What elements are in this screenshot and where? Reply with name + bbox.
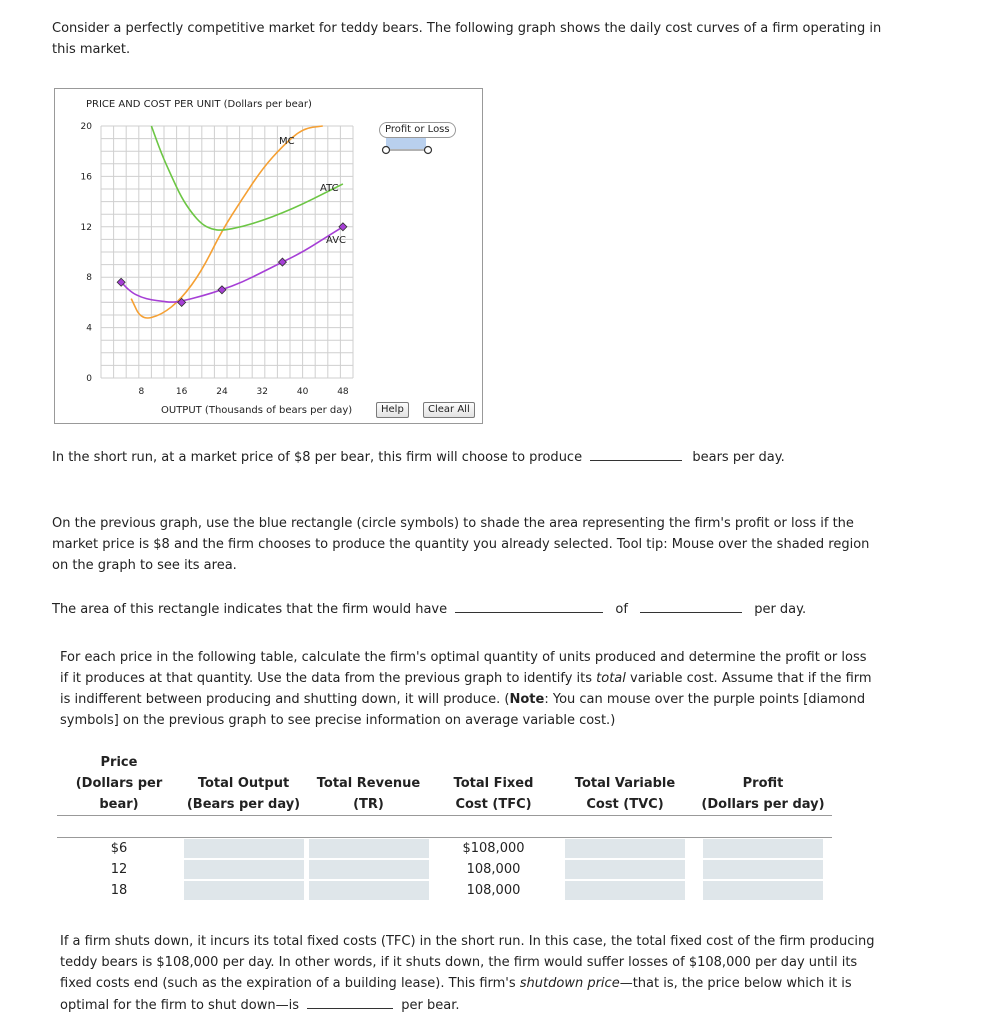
tvc-input[interactable] (565, 839, 685, 858)
total-revenue-input[interactable] (309, 860, 429, 879)
x-tick-labels (138, 387, 348, 397)
profit-loss-tool-label[interactable]: Profit or Loss (379, 122, 456, 138)
tvc-input[interactable] (565, 881, 685, 900)
profit-loss-handle-right[interactable] (425, 147, 432, 154)
profit-input[interactable] (703, 881, 823, 900)
profit-loss-rectangle[interactable] (386, 137, 426, 149)
header-price: Price (Dollars per bear) (75, 755, 163, 812)
header-total-output: Total Output (Bears per day) (186, 776, 301, 812)
y-tick-label: 8 (86, 273, 92, 284)
y-tick-label: 4 (86, 323, 92, 334)
avc-label: AVC (326, 235, 347, 246)
x-tick-label: 32 (256, 387, 269, 397)
intro-text: Consider a perfectly competitive market for teddy bears. The following graph shows the daily cost curves of a firm operating in this market. (52, 21, 882, 57)
q5-shutdown-question: If a firm shuts down, it incurs its total fixed costs (TFC) in the short run. In this case, the total fixed cost of the firm producing teddy bears is $108,000 per day. In other words, if it shuts down, the firm would suffer losses of $108,000 per day until its fixed costs end (such as the expiration of a building lease). This firm's shutdown price—that is, the price below which it is optimal for the firm to shut down—is per bear. (60, 934, 875, 1013)
output-dropdown[interactable] (590, 446, 682, 461)
q2-instructions: On the previous graph, use the blue rectangle (circle symbols) to shade the area representing the firm's profit or loss if the market price is $8 and the firm chooses to produce the quantity you already selected. Tool tip: Mouse over the shaded region on the graph to see its area. (52, 516, 870, 573)
header-profit: Profit (Dollars per day) (701, 776, 825, 812)
profit-or-loss-dropdown[interactable] (455, 598, 603, 613)
profit-loss-handle-left[interactable] (383, 147, 390, 154)
total-revenue-input[interactable] (309, 839, 429, 858)
x-tick-label: 8 (138, 387, 145, 397)
y-tick-label: 20 (80, 122, 92, 132)
q1-text: In the short run, at a market price of $8 per bear, this firm will choose to produce (52, 450, 583, 465)
total-output-input[interactable] (184, 839, 304, 858)
q3-text: The area of this rectangle indicates that the firm would have (52, 602, 448, 617)
profit-input[interactable] (703, 860, 823, 879)
total-revenue-input[interactable] (309, 881, 429, 900)
curves (121, 126, 343, 318)
grid (101, 126, 353, 378)
price-cell: 18 (110, 883, 128, 898)
header-total-variable-cost: Total Variable Cost (TVC) (574, 776, 676, 812)
question-output (52, 446, 932, 468)
tvc-input[interactable] (565, 860, 685, 879)
q1-suffix: bears per day. (692, 450, 785, 465)
table-row (57, 859, 832, 880)
price-cell: $6 (110, 841, 128, 856)
x-tick-label: 40 (296, 387, 309, 397)
q4-instructions: For each price in the following table, calculate the firm's optimal quantity of units produced and determine the profit or loss if it produces at that quantity. Use the data from the previous graph to identify its total variable cost. Assume that if the firm is indifferent between producing and shutting down, it will produce. (Note: You can mouse over the purple points [diamond symbols] on the previous graph to see precise information on average variable cost.) (60, 650, 872, 728)
table-row (57, 838, 832, 859)
total-output-input[interactable] (184, 881, 304, 900)
cost-table (57, 752, 832, 901)
avc-point[interactable] (218, 286, 226, 294)
atc-label: ATC (320, 183, 339, 194)
q3-of: of (615, 602, 628, 617)
q3-suffix: per day. (754, 602, 807, 617)
amount-dropdown[interactable] (640, 598, 742, 613)
help-button[interactable]: Help (376, 402, 409, 418)
x-tick-label: 48 (337, 387, 349, 397)
tfc-cell: 108,000 (466, 862, 521, 877)
tfc-cell: 108,000 (466, 883, 521, 898)
y-tick-label: 16 (80, 172, 92, 183)
y-tick-labels (81, 122, 93, 384)
header-total-revenue: Total Revenue (TR) (316, 776, 421, 812)
question-profit-area (52, 598, 932, 620)
y-tick-label: 0 (86, 374, 92, 384)
mc-label: MC (279, 136, 295, 147)
x-axis-title: OUTPUT (Thousands of bears per day) (161, 405, 353, 416)
y-tick-label: 12 (80, 222, 92, 233)
total-output-input[interactable] (184, 860, 304, 879)
x-tick-label: 16 (175, 387, 188, 397)
cost-curves-chart[interactable] (55, 89, 482, 423)
price-cell: 12 (110, 862, 128, 877)
table-row (57, 880, 832, 901)
y-axis-title: PRICE AND COST PER UNIT (Dollars per bear) (86, 99, 312, 110)
header-total-fixed-cost: Total Fixed Cost (TFC) (453, 776, 534, 812)
x-tick-label: 24 (216, 387, 228, 397)
profit-input[interactable] (703, 839, 823, 858)
cost-curves-graph[interactable] (54, 88, 483, 424)
tfc-cell: $108,000 (462, 841, 525, 856)
clear-all-button[interactable]: Clear All (423, 402, 475, 418)
shutdown-price-dropdown[interactable] (307, 994, 393, 1009)
